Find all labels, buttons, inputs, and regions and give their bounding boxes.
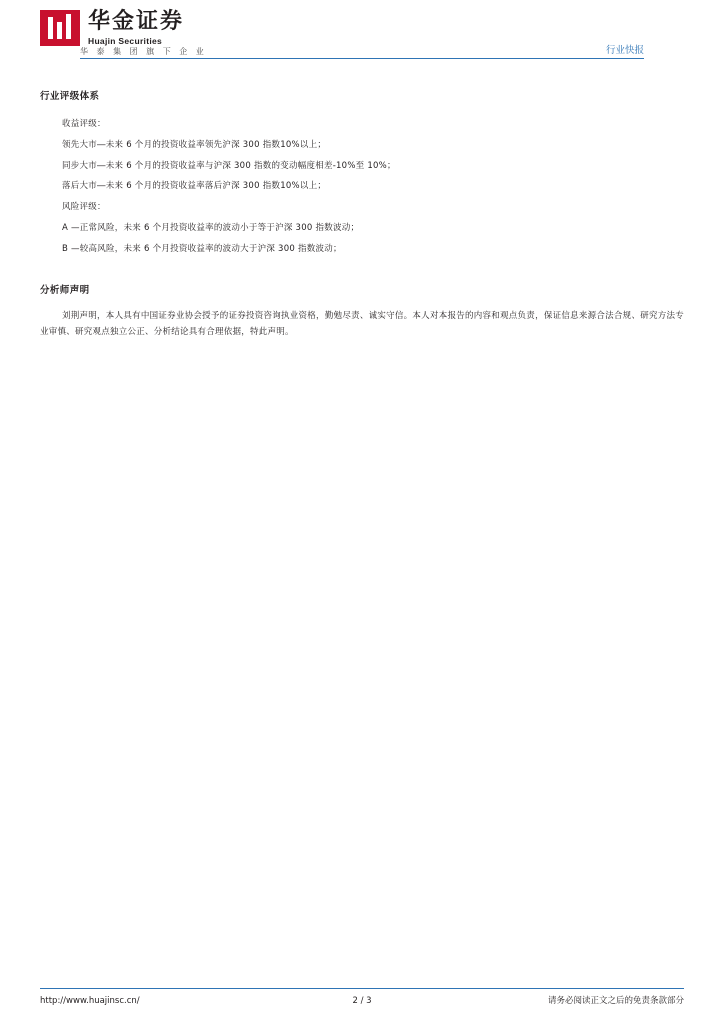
company-logo	[40, 10, 684, 46]
rating-line: 收益评级：	[62, 119, 106, 129]
huajin-logo-mark-icon	[40, 10, 80, 46]
logo-subtitle: 华 泰 集 团 旗 下 企 业	[80, 47, 207, 56]
rating-line: B —较高风险，未来 6 个月投资收益率的波动大于沪深 300 指数波动；	[62, 243, 342, 254]
rating-line: 领先大市―未来 6 个月的投资收益率领先沪深 300 指数10%以上；	[62, 139, 327, 150]
header-divider	[80, 58, 644, 59]
document-body	[40, 68, 684, 341]
rating-line: 风险评级：	[62, 202, 106, 213]
page-header	[40, 0, 684, 68]
section-title-analyst-statement: 分析师声明	[40, 284, 90, 296]
footer-website-link[interactable]: http://www.huajinsc.cn/	[40, 996, 140, 1006]
rating-line: A —正常风险，未来 6 个月投资收益率的波动小于等于沪深 300 指数波动；	[62, 223, 360, 234]
section-title-rating-system: 行业评级体系	[40, 91, 100, 102]
logo-english-name: Huajin Securities	[88, 35, 163, 46]
analyst-statement-text: 刘荆声明，本人具有中国证券业协会授予的证券投资咨询执业资格，勤勉尽责、诚实守信。本人对本报告的内容和观点负责，保证信息来源合法合规、研究方法专业审慎、研究观点独立公正、分析结论具有合理依据，特此声明。	[40, 310, 684, 338]
rating-line: 同步大市―未来 6 个月的投资收益率与沪深 300 指数的变动幅度相差-10%至 10%；	[62, 160, 396, 171]
document-type-label: 行业快报	[605, 45, 644, 56]
footer-disclaimer: 请务必阅读正文之后的免责条款部分	[547, 996, 684, 1006]
logo-chinese-name: 华金证券	[88, 8, 185, 34]
page-footer	[40, 988, 684, 1006]
rating-line: 落后大市―未来 6 个月的投资收益率落后沪深 300 指数10%以上；	[62, 181, 327, 192]
footer-divider	[40, 988, 684, 989]
page-number: 2 / 3	[352, 996, 372, 1006]
